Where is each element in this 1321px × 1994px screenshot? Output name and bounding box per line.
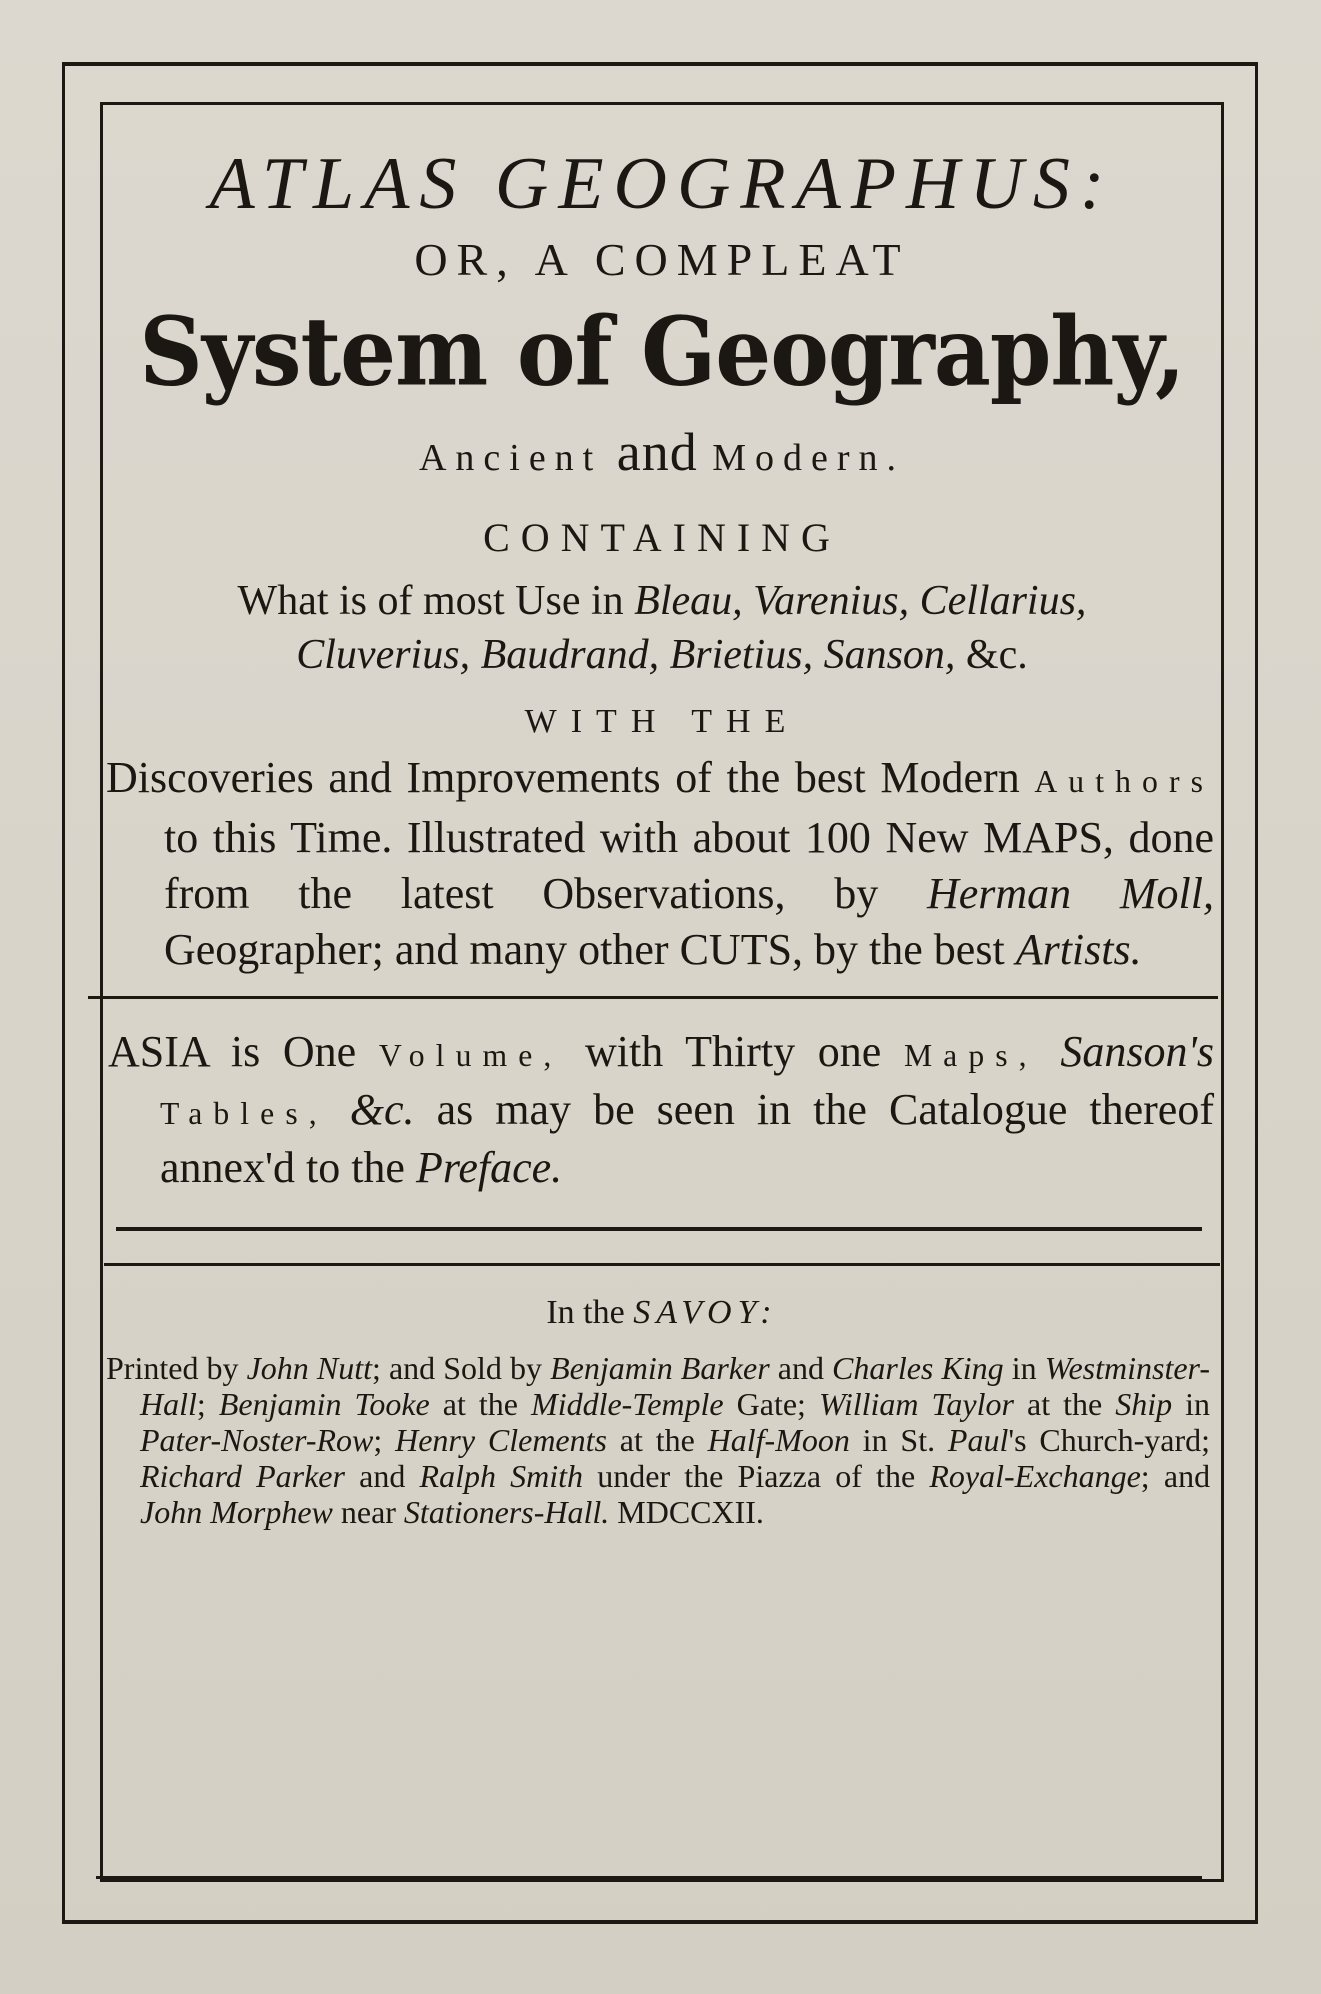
sign-half-moon: Half-Moon (707, 1422, 850, 1458)
imprint-paragraph (104, 1350, 1220, 1530)
divider-rule-3 (104, 1263, 1220, 1266)
ancient-word: Ancient (418, 437, 603, 479)
ancient-and-modern (104, 418, 1220, 492)
sign-ship: Ship (1115, 1386, 1173, 1422)
imprint-text: at the (442, 1386, 518, 1422)
book-title: ATLAS GEOGRAPHUS: (209, 143, 1115, 225)
sansons-word: Sanson's (1060, 1027, 1214, 1076)
etc-word: &c. (349, 1085, 415, 1134)
main-title-blackletter: System of Geography, (139, 294, 1185, 408)
discoveries-line-1: Discoveries and Improvements of the best Modern (106, 753, 1020, 802)
imprint-text: in (1011, 1350, 1037, 1386)
imprint-text: in (1185, 1386, 1211, 1422)
seller-benjamin-barker: Benjamin Barker (550, 1350, 770, 1386)
imprint-text: 's Church-yard; (1008, 1422, 1210, 1458)
imprint-text: at the (619, 1422, 695, 1458)
place-westminster-hall: Westminster-Hall (140, 1350, 1211, 1422)
seller-benjamin-tooke: Benjamin Tooke (218, 1386, 430, 1422)
imprint-text: ; (373, 1422, 383, 1458)
imprint-text: ; and (1140, 1458, 1211, 1494)
place-stationers-hall: Stationers-Hall. (403, 1494, 610, 1530)
authors-list-1: Bleau, Varenius, Cellarius, (634, 578, 1087, 624)
what-is-line-2 (104, 628, 1220, 682)
maps-word: Maps, (903, 1038, 1038, 1073)
imprint-text: at the (1026, 1386, 1103, 1422)
divider-rule-2 (116, 1227, 1202, 1231)
authors-list-2: Cluverius, Baudrand, Brietius, Sanson, (296, 632, 956, 678)
imprint-text: near (340, 1494, 396, 1530)
with-the-heading: WITH THE (524, 703, 800, 740)
seller-john-morphew: John Morphew (140, 1494, 333, 1530)
volume-word: Volume, (378, 1038, 563, 1073)
imprint-text: and (359, 1458, 406, 1494)
asia-paragraph (104, 1025, 1220, 1195)
discoveries-paragraph (104, 750, 1220, 978)
asia-word: ASIA (108, 1027, 209, 1076)
place-middle-temple: Middle-Temple (531, 1386, 724, 1422)
etc-text: &c. (965, 632, 1028, 678)
imprint-text: ; (196, 1386, 206, 1422)
seller-william-taylor: William Taylor (818, 1386, 1014, 1422)
place-pauls: Paul (947, 1422, 1009, 1458)
imprint-text: and (777, 1350, 824, 1386)
authors-word: Authors (1034, 764, 1214, 799)
place-royal-exchange: Royal-Exchange (929, 1458, 1141, 1494)
tables-word: Tables, (160, 1096, 328, 1131)
printer-john-nutt: John Nutt (246, 1350, 372, 1386)
imprint-text: in St. (862, 1422, 936, 1458)
bottom-rule (96, 1876, 1202, 1879)
discoveries-text-2: to this Time. Illustrated with about 100 New MAPS, done from the latest Observations, by (164, 813, 1214, 918)
and-sold-by: ; and Sold by (372, 1350, 543, 1386)
imprint-text: Gate; (736, 1386, 806, 1422)
asia-text-2: with Thirty one (585, 1027, 882, 1076)
printed-by: Printed by (106, 1350, 239, 1386)
in-the-text: In the (546, 1294, 625, 1331)
discoveries-text-3: Geographer; and many other CUTS, by the best (164, 925, 1005, 974)
seller-charles-king: Charles King (832, 1350, 1004, 1386)
artists-word: Artists. (1015, 925, 1142, 974)
imprint-text: under the Piazza of the (597, 1458, 916, 1494)
and-word: and (616, 422, 698, 482)
preface-word: Preface. (415, 1143, 563, 1192)
book-subtitle: OR, A COMPLEAT (414, 234, 910, 285)
modern-word: Modern. (712, 437, 906, 479)
herman-moll: Herman Moll, (926, 869, 1214, 918)
seller-ralph-smith: Ralph Smith (419, 1458, 584, 1494)
what-is-line-1 (104, 574, 1220, 628)
seller-henry-clements: Henry Clements (395, 1422, 607, 1458)
what-is-text: What is of most Use in (237, 578, 624, 624)
asia-text-1: is One (230, 1027, 357, 1076)
imprint-year: MDCCXII. (617, 1494, 764, 1530)
asia-text-3: as may be seen in the Catalogue thereof annex'd to the (160, 1085, 1214, 1192)
title-page-content (104, 130, 1220, 1530)
seller-richard-parker: Richard Parker (140, 1458, 345, 1494)
containing-heading: CONTAINING (483, 515, 841, 560)
place-pater-noster-row: Pater-Noster-Row (140, 1422, 374, 1458)
savoy-word: SAVOY: (633, 1294, 778, 1331)
divider-rule-1 (88, 996, 1218, 999)
savoy-line (104, 1290, 1220, 1336)
